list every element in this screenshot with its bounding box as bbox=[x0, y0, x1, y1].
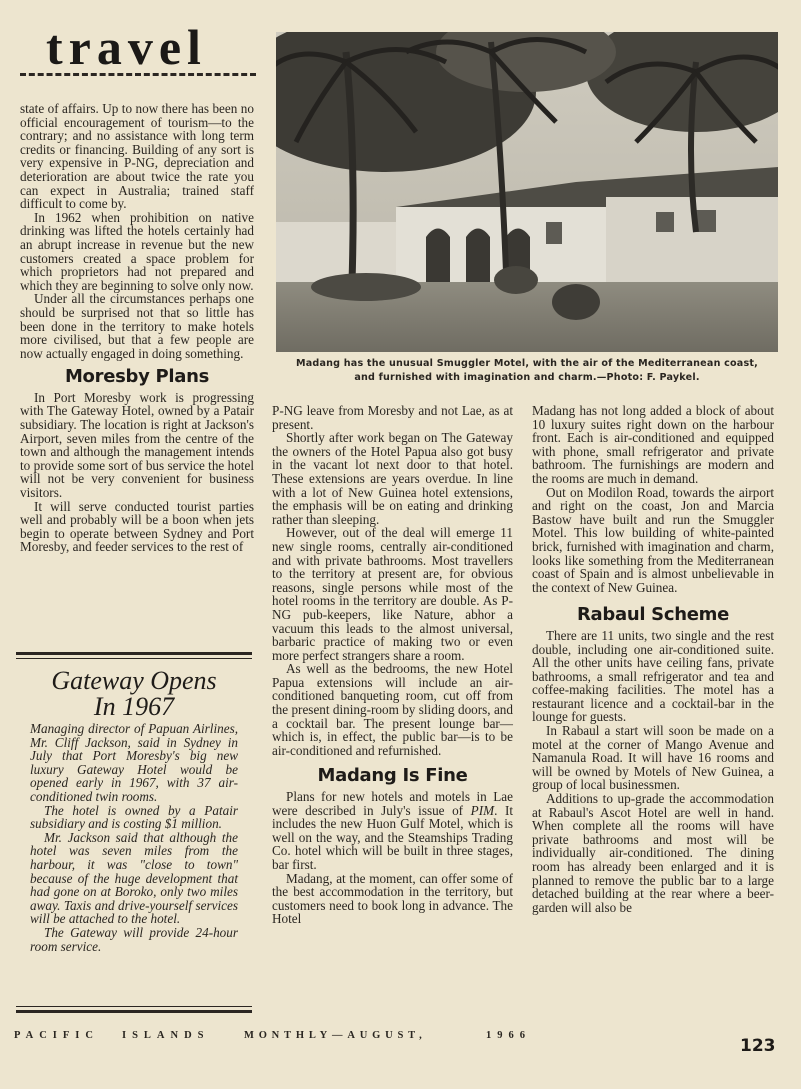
col2-p4: As well as the bedrooms, the new Hotel Papua extensions will include an air-conditioned banqueting room, cut off from the present dining-room by sliding doors, and a cocktail bar. The present lounge bar—which is, in effect, the public bar—is to be air-conditioned and refurnished. bbox=[272, 661, 513, 758]
photo-caption-line1: Madang has the unusual Smuggler Motel, with the air of the Mediterranean coast, bbox=[295, 358, 759, 369]
col2-p5-post: . It includes the new Huon Gulf Motel, which is well on the way, and the Steamships Trading Co. hotel which will be built in three stages, bar first. bbox=[272, 802, 513, 872]
box-bottom-rule bbox=[16, 1010, 252, 1013]
box-p2: The hotel is owned by a Patair subsidiary and is costing $1 million. bbox=[30, 802, 238, 832]
box-title bbox=[16, 668, 252, 720]
col2-p3: However, out of the deal will emerge 11 new single rooms, centrally air-conditioned and with private bathrooms. Most travellers to the territory at present are, for obvious reasons, single persons while most of the hotel rooms in the territory are double. As P-NG pub-keepers, like Nature, abhor a vacuum this leads to the almost universal, barbaric practice of making two or even more perfect strangers share a room. bbox=[272, 525, 513, 663]
heading-rabaul-scheme: Rabaul Scheme bbox=[576, 604, 729, 626]
footer-pacific: PACIFIC bbox=[14, 1030, 99, 1041]
col3-p2: Out on Modilon Road, towards the airport and right on the coast, Jon and Marcia Bastow have built and run the Smuggler Motel. This low building of white-painted brick, furnished with imagination and charm, looks like something from the Mediterranean coast of Spain and is almost unbelievable in the context of New Guinea. bbox=[532, 484, 774, 595]
motel-photo-illustration bbox=[276, 32, 778, 352]
col2-p5-em: PIM bbox=[470, 802, 495, 818]
col1-intro-p3: Under all the circumstances perhaps one should be surprised not that so little has been done in the territory to make hotels more civilised, but that a few people are now actually engaged in doing something. bbox=[20, 291, 254, 361]
page-number: 123 bbox=[740, 1036, 776, 1056]
box-bottom-rule-thin bbox=[16, 1006, 252, 1007]
col1-body-p2: It will serve conducted tourist parties well and probably will be a boon when jets begin to operate between Sydney and Port Moresby, and feeder services to the rest of bbox=[20, 498, 254, 555]
col3-p5: Additions to up-grade the accommodation at Rabaul's Ascot Hotel are well in hand. When complete all the rooms will have private bathrooms and most will be individually air-conditioned. The dining room has already been enlarged and it is planned to remove the public bar to a large detached building at the rear where a beer-garden will also be bbox=[532, 791, 774, 915]
col3-p1: Madang has not long added a block of about 10 luxury suites right down on the harbour front. Each is air-conditioned and equipped with phone, small refrigerator and private bathroom. The furnishings are modern and the rooms are much in demand. bbox=[532, 403, 774, 486]
col1-intro-p1: state of affairs. Up to now there has been no official encouragement of tourism—to the contrary; and no assistance with long term credits or financing. Building of any sort is very expensive in P-NG, depreciation and deterioration are about twice the rate you can expect in Australia; trained staff difficult to come by. bbox=[20, 101, 254, 212]
footer-monthly: MONTHLY—AUGUST, bbox=[244, 1030, 427, 1041]
col2-p6: Madang, at the moment, can offer some of the best accommodation in the territory, but customers need to book long in advance. The Hotel bbox=[272, 870, 513, 927]
box-p1: Managing director of Papuan Airlines, Mr. Cliff Jackson, said in Sydney in July that Port Moresby's big new luxury Gateway Hotel would be opened early in 1967, with 37 air-conditioned twin rooms. bbox=[30, 721, 238, 804]
footer-islands: ISLANDS bbox=[122, 1030, 210, 1041]
col2-p1: P-NG leave from Moresby and not Lae, as at present. bbox=[272, 403, 513, 432]
column-2 bbox=[272, 404, 513, 926]
footer-year: 1966 bbox=[486, 1030, 531, 1041]
title-underline bbox=[20, 73, 256, 76]
box-title-line2: In 1967 bbox=[93, 692, 175, 721]
column-1 bbox=[20, 102, 254, 554]
motel-photo bbox=[276, 32, 778, 352]
heading-moresby-plans: Moresby Plans bbox=[64, 366, 210, 388]
photo-caption bbox=[276, 357, 778, 385]
box-p4: The Gateway will provide 24-hour room service. bbox=[30, 924, 238, 954]
col3-p4: In Rabaul a start will soon be made on a motel at the corner of Mango Avenue and Namanula Road. It will have 16 rooms and will be owned by Motels of New Guinea, a group of local businessmen. bbox=[532, 723, 774, 793]
box-top-rule-thin bbox=[16, 658, 252, 659]
col3-p3: There are 11 units, two single and the rest double, including one air-conditioned suite. All the other units have ceiling fans, private bathrooms, a small refrigerator and tea and coffee-making facilities. The motel has a restaurant licence and a cocktail-bar in the lounge for guests. bbox=[532, 627, 774, 725]
box-top-rule bbox=[16, 652, 252, 655]
photo-caption-line2: and furnished with imagination and charm.—Photo: F. Paykel. bbox=[354, 372, 700, 383]
col2-p5 bbox=[272, 790, 513, 872]
col1-body-p1: In Port Moresby work is progressing with The Gateway Hotel, owned by a Patair subsidiary. The location is right at Jackson's Airport, seven miles from the centre of the town and although the management intends to provide some sort of bus service the hotel will not be very convenient for business visitors. bbox=[20, 389, 254, 501]
heading-madang-is-fine: Madang Is Fine bbox=[317, 765, 468, 787]
col1-intro-p2: In 1962 when prohibition on native drinking was lifted the hotels certainly had an abrupt increase in revenue but the new customers created a space problem for which proprietors had not prepared and which they are beginning to solve only now. bbox=[20, 209, 254, 293]
section-title: travel bbox=[46, 19, 207, 75]
box-p3: Mr. Jackson said that although the hotel was seven miles from the harbour, it was "close to town" because of the huge development that had gone on at Boroko, only two miles away. Taxis and drive-yourself services will be attached to the hotel. bbox=[30, 829, 238, 927]
col2-p2: Shortly after work began on The Gateway the owners of the Hotel Papua also got busy in the vacant lot next door to that hotel. These extensions are years overdue. In line with a lot of New Guinea hotel extensions, the emphasis will be on eating and drinking rather than sleeping. bbox=[272, 430, 513, 527]
box-body bbox=[30, 722, 238, 953]
box-title-line1: Gateway Opens bbox=[51, 666, 217, 695]
col2-p5-pre: Plans for new hotels and motels in Lae were described in July's issue of bbox=[272, 789, 513, 818]
column-3 bbox=[532, 404, 774, 914]
